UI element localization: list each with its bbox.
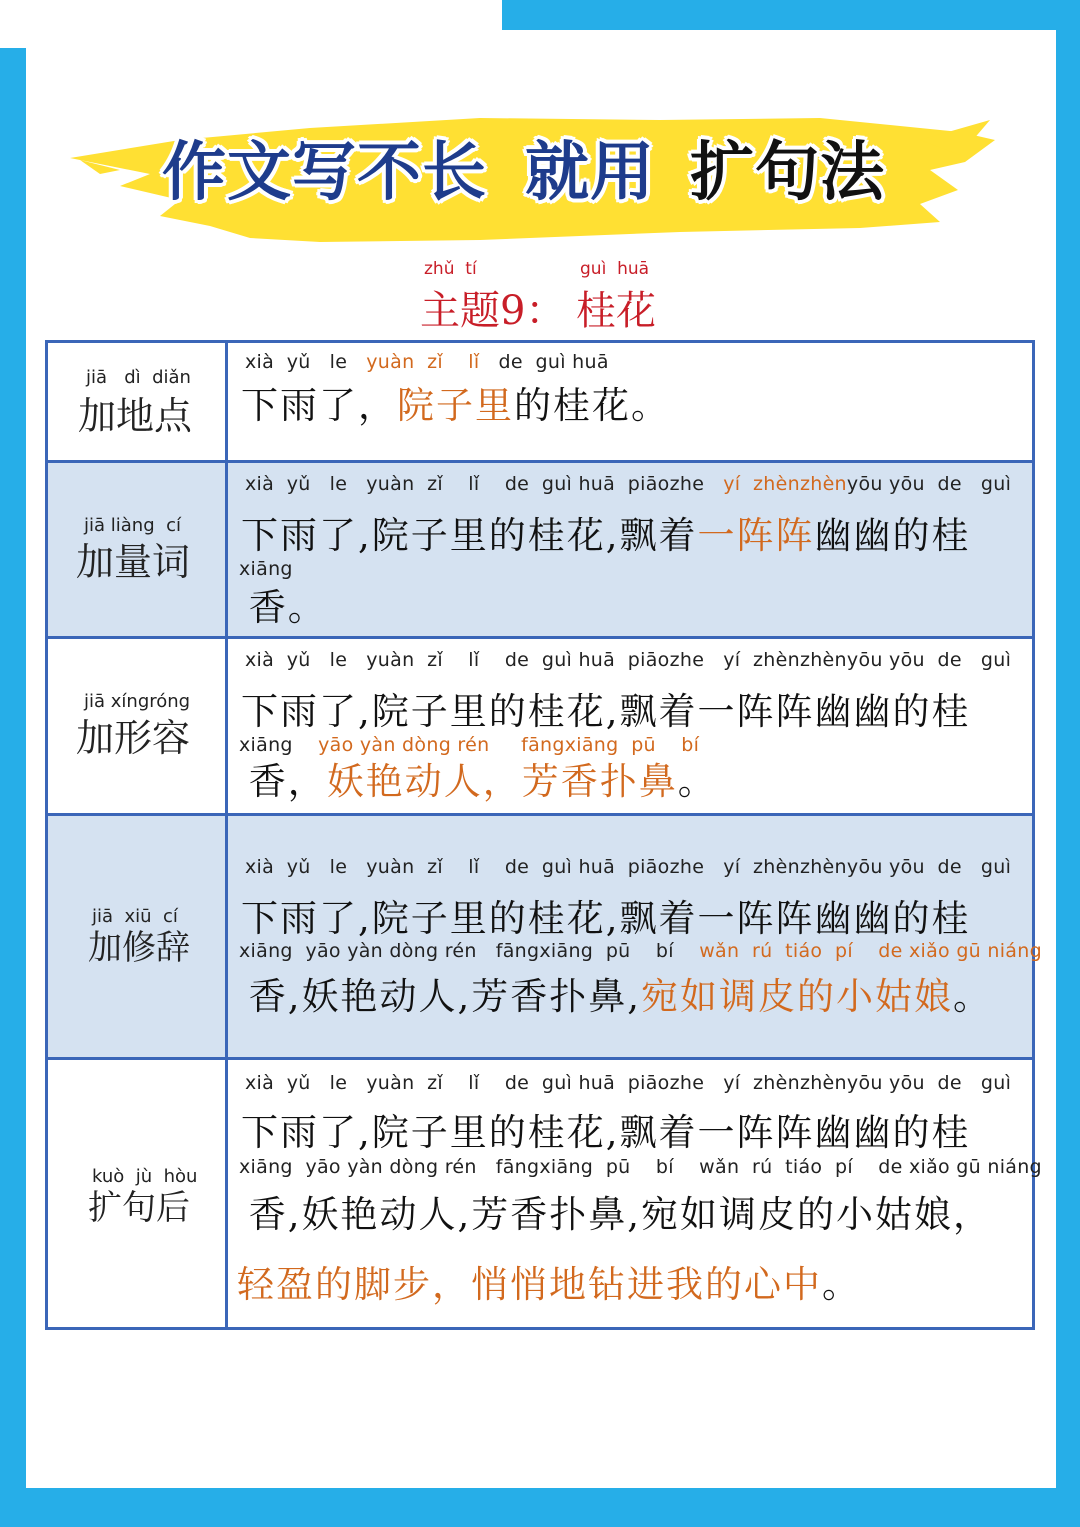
sentence-line: 下雨了,院子里的桂花,飘着一阵阵幽幽的桂 [241,690,971,733]
topic-pinyin-2: guì huā [580,259,650,279]
pinyin-line: xià yǔ le yuàn zǐ lǐ de guì huā piāozhe yí zhènzhènyōu yōu de guì [245,649,1012,671]
pinyin-line: xiāng yāo yàn dòng rén fāngxiāng pū bí wǎn rú tiáo pí de xiǎo gū niáng [239,1156,1042,1178]
row-content [231,1060,1042,1327]
row-label-cell [48,343,228,460]
row-label-cell [48,1060,228,1327]
row-label: 加地点 [78,394,193,438]
row-label: 加形容 [76,716,191,760]
pinyin-line: xiāng yāo yàn dòng rén fāngxiāng pū bí [239,734,700,756]
pinyin-line: xià yǔ le yuàn zǐ lǐ de guì huā [245,351,609,373]
sentence-line: 下雨了,院子里的桂花,飘着一阵阵幽幽的桂 [241,514,971,557]
row-content [231,463,1032,636]
row-label-cell [48,639,228,813]
pinyin-line: xià yǔ le yuàn zǐ lǐ de guì huā piāozhe yí zhènzhènyōu yōu de guì [245,473,1012,495]
expansion-table [45,340,1042,1330]
row-label-pinyin: jiā liàng cí [84,515,181,536]
title-part-3: 扩句法 [690,136,885,210]
table-row [48,343,1032,460]
pinyin-line: xiāng yāo yàn dòng rén fāngxiāng pū bí wǎn rú tiáo pí de xiǎo gū niáng [239,940,1042,962]
sentence-line: 下雨了,院子里的桂花,飘着一阵阵幽幽的桂 [241,897,971,940]
topic-name: 桂花 [576,288,656,334]
table-row [48,813,1042,1057]
row-label-pinyin: kuò jù hòu [92,1166,198,1187]
table-row [48,636,1032,813]
topic-pinyin-1: zhǔ tí [424,259,477,279]
row-label: 加修辞 [88,928,190,968]
pinyin-line: xià yǔ le yuàn zǐ lǐ de guì huā piāozhe yí zhènzhènyōu yōu de guì [245,1072,1012,1094]
sentence-line: 下雨了,院子里的桂花,飘着一阵阵幽幽的桂 [241,1111,971,1154]
topic-label: 主题9： [420,288,566,334]
table-row [48,460,1032,636]
topic-heading [420,255,680,334]
row-label-cell [48,816,228,1057]
sentence-line: 下雨了，院子里的桂花。 [241,384,670,427]
row-content [231,343,1032,460]
title-part-1: 作文写不长 [162,136,487,210]
row-content [231,639,1032,813]
row-label-pinyin: jiā xíngróng [84,691,191,712]
sentence-line: 香,妖艳动人,芳香扑鼻,宛如调皮的小姑娘。 [235,975,993,1018]
row-label-pinyin: jiā dì diǎn [86,367,191,388]
row-label-pinyin: jiā xiū cí [92,906,178,927]
row-label: 扩句后 [88,1188,190,1228]
pinyin-line: xiāng [239,558,293,580]
sentence-line: 轻盈的脚步，悄悄地钻进我的心中。 [237,1263,861,1306]
sentence-line: 香。 [235,586,327,629]
pinyin-line: xià yǔ le yuàn zǐ lǐ de guì huā piāozhe yí zhènzhènyōu yōu de guì [245,856,1012,878]
row-content [231,816,1042,1057]
row-label-cell [48,463,228,636]
title-part-2: 就用 [525,136,655,210]
row-label: 加量词 [76,540,191,584]
sentence-line: 香，妖艳动人，芳香扑鼻。 [235,760,717,803]
sentence-line: 香,妖艳动人,芳香扑鼻,宛如调皮的小姑娘， [235,1193,993,1236]
table-row [48,1057,1042,1327]
page-title [100,118,940,228]
